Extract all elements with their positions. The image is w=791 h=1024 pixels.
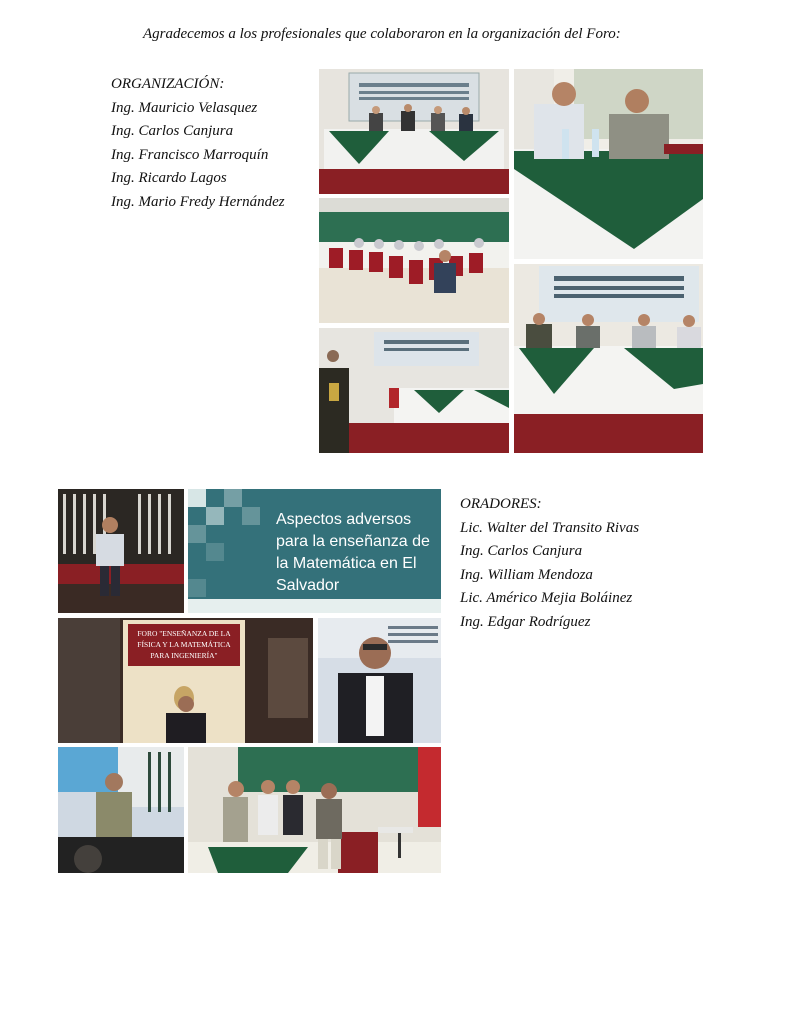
- speaker-name: Lic. Américo Mejia Boláinez: [460, 590, 633, 606]
- slide-line: Aspectos adversos: [276, 511, 412, 528]
- slide-text-foro: [128, 628, 240, 661]
- slide-aspectos-adversos: [188, 489, 441, 613]
- slide-line: PARA INGENIERÍA": [150, 651, 218, 660]
- speaker-name: Ing. William Mendoza: [460, 566, 593, 583]
- organization-title: ORGANIZACIÓN:: [111, 76, 225, 92]
- slide-line: Salvador: [276, 577, 340, 594]
- organization-member: Ing. Francisco Marroquín: [111, 146, 269, 163]
- speakers-list: [460, 493, 639, 634]
- photo-speaker-stage: [58, 489, 184, 613]
- organization-member: Ing. Carlos Canjura: [111, 123, 234, 139]
- thanks-heading: Agradecemos a los profesionales que colaboraron en la organización del Foro:: [143, 26, 621, 42]
- slide-line: para la enseñanza de: [276, 533, 430, 550]
- slide-line: FÍSICA Y LA MATEMÁTICA: [137, 640, 231, 649]
- photo-speaker-screen: [58, 747, 184, 873]
- photo-panel-banner: [514, 264, 703, 453]
- speakers-title: ORADORES:: [460, 496, 542, 512]
- photo-speaker-microphone: [318, 618, 441, 743]
- organization-member: Ing. Mario Fredy Hernández: [111, 193, 285, 210]
- speaker-name: Ing. Carlos Canjura: [460, 543, 583, 559]
- photo-foro-slide: [58, 618, 313, 743]
- photo-podium: [319, 328, 509, 453]
- photo-speakers-closeup: [514, 69, 703, 259]
- slide-text-aspectos: [276, 509, 430, 597]
- photo-certificate-handover: [188, 747, 441, 873]
- slide-line: FORO "ENSEÑANZA DE LA: [137, 629, 231, 638]
- speaker-name: Ing. Edgar Rodríguez: [460, 613, 591, 630]
- photo-panel-table: [319, 69, 509, 194]
- organization-member: Ing. Mauricio Velasquez: [111, 99, 258, 116]
- slide-line: la Matemática en El: [276, 555, 417, 572]
- speaker-name: Lic. Walter del Transito Rivas: [460, 519, 640, 536]
- photo-audience: [319, 198, 509, 323]
- organization-member: Ing. Ricardo Lagos: [111, 170, 227, 186]
- organization-list: [111, 73, 285, 214]
